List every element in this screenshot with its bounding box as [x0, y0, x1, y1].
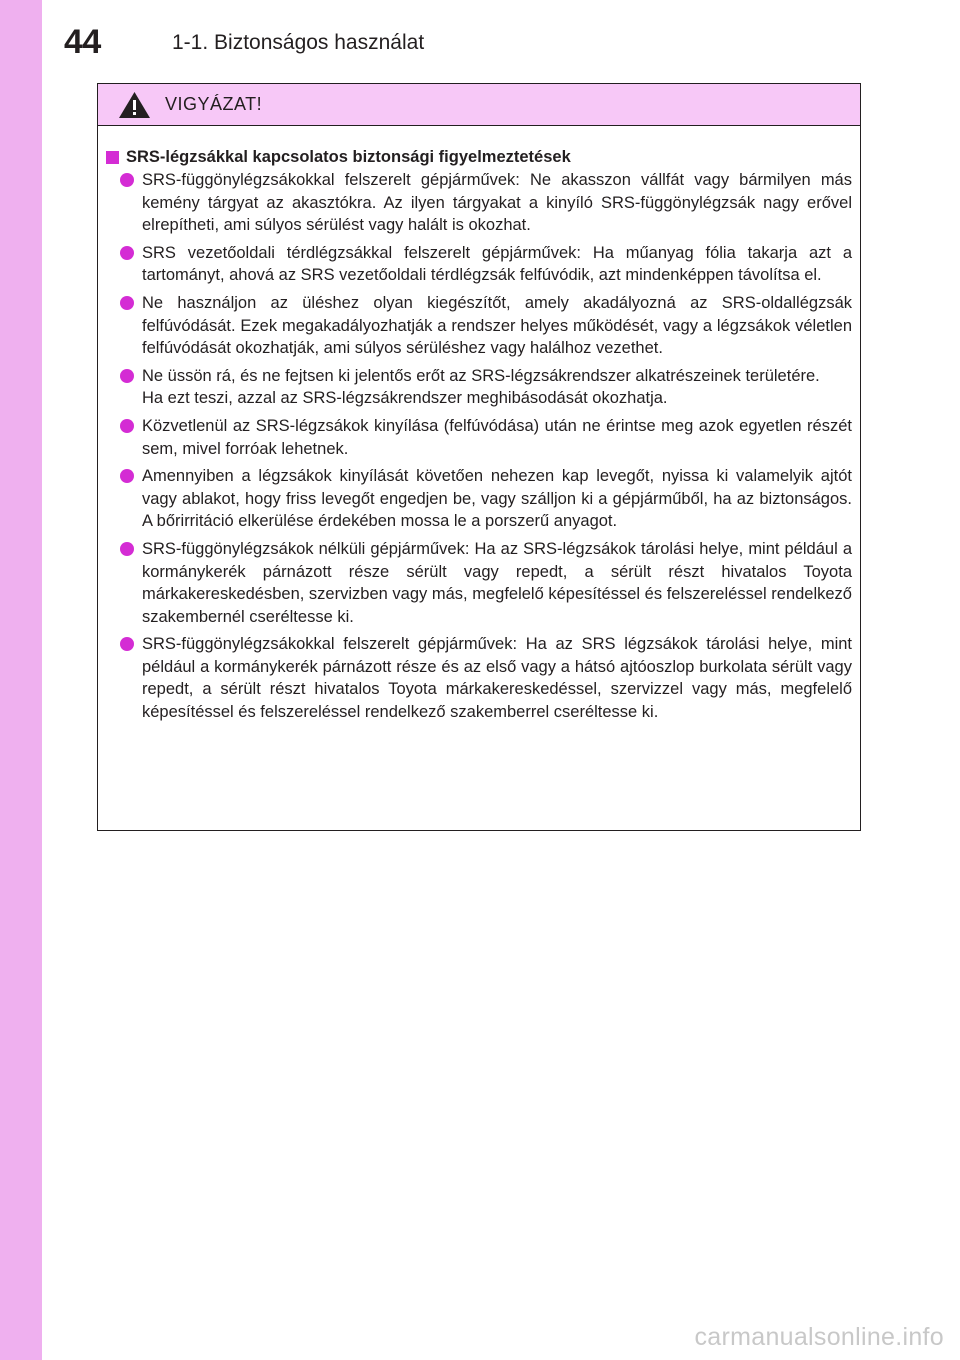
section-title: 1-1. Biztonságos használat [172, 31, 425, 54]
warning-bullet-text: SRS-függönylégzsákok nélküli gépjárművek: Ha az SRS-légzsákok tárolási helye, mint például a kormánykerék párnázott része sérült vagy repedt, a sérült részt hivatalos Toyota márkakereskedésben, szervizben vagy más, megfelelő képesítéssel és felszereléssel rendelkező szakembernél cseréltesse ki. [142, 539, 852, 626]
warning-bullet-item [106, 365, 852, 410]
warning-bullet-item [106, 169, 852, 237]
warning-bullet-item [106, 538, 852, 628]
round-bullet-icon [120, 542, 134, 556]
warning-bullet-item [106, 633, 852, 723]
warning-title: VIGYÁZAT! [165, 94, 263, 114]
warning-box [97, 83, 861, 831]
side-color-strip [0, 0, 42, 1360]
round-bullet-icon [120, 296, 134, 310]
warning-bullet-text: Ne üssön rá, és ne fejtsen ki jelentős erőt az SRS-légzsákrendszer alkatrészeinek területére. Ha ezt teszi, azzal az SRS-légzsákrendszer meghibásodását okozhatja. [142, 366, 820, 408]
round-bullet-icon [120, 369, 134, 383]
round-bullet-icon [120, 173, 134, 187]
warning-triangle-icon [118, 91, 151, 119]
warning-bullet-text: Ne használjon az üléshez olyan kiegészítőt, amely akadályozná az SRS-oldallégzsák felfúvódását. Ezek megakadályozhatják a rendszer helyes működését, vagy a légzsákok véletlen felfúvódását okozhatják, ami súlyos sérüléshez vagy halálhoz vezethet. [142, 293, 852, 358]
warning-bullet-text: Közvetlenül az SRS-légzsákok kinyílása (felfúvódása) után ne érintse meg azok egyetlen részét sem, mivel forróak lehetnek. [142, 416, 852, 458]
warning-bullet-text: SRS vezetőoldali térdlégzsákkal felszerelt gépjárművek: Ha műanyag fólia takarja azt a tartományt, ahová az SRS vezetőoldali térdlégzsák felfúvódik, azt mindenképpen távolítsa el. [142, 243, 852, 285]
warning-bullet-item [106, 242, 852, 287]
square-bullet-icon [106, 151, 119, 164]
round-bullet-icon [120, 419, 134, 433]
warning-bullet-item [106, 465, 852, 533]
round-bullet-icon [120, 637, 134, 651]
warning-bullet-text: SRS-függönylégzsákokkal felszerelt gépjárművek: Ha az SRS légzsákok tárolási helye, mint például a kormánykerék párnázott része és az első vagy a hátsó ajtóoszlop burkolata sérült vagy repedt, a sérült részt hivatalos Toyota márkakereskedéssel, szervizzel vagy más, megfelelő képesítéssel és felszereléssel rendelkező szakemberrel cseréltesse ki. [142, 635, 852, 722]
warning-bullet-list [106, 169, 852, 724]
warning-bullet-text: Amennyiben a légzsákok kinyílását követően nehezen kap levegőt, nyissa ki valamelyik ajtót vagy ablakot, hogy friss levegőt engedjen be, vagy szálljon ki a gépjárműből, ha az biztonságos. A bőrirritáció elkerülése érdekében mossa le a porszerű anyagot. [142, 467, 852, 531]
warning-header [98, 84, 860, 126]
round-bullet-icon [120, 469, 134, 483]
warning-bullet-text: SRS-függönylégzsákokkal felszerelt gépjárművek: Ne akasszon vállfát vagy bármilyen más kemény tárgyat az akasztókra. Az ilyen tárgyakat a kinyíló SRS-függönylégzsák nagy erővel elrepítheti, ami súlyos sérülést vagy halált is okozhat. [142, 171, 852, 235]
warning-bullet-item [106, 415, 852, 460]
warning-bullet-item [106, 292, 852, 360]
warning-subheading-text: SRS-légzsákkal kapcsolatos biztonsági figyelmeztetések [126, 148, 571, 166]
warning-body [98, 126, 860, 724]
page-number: 44 [64, 23, 101, 61]
watermark: carmanualsonline.info [694, 1323, 944, 1351]
warning-subheading [106, 146, 852, 168]
round-bullet-icon [120, 246, 134, 260]
